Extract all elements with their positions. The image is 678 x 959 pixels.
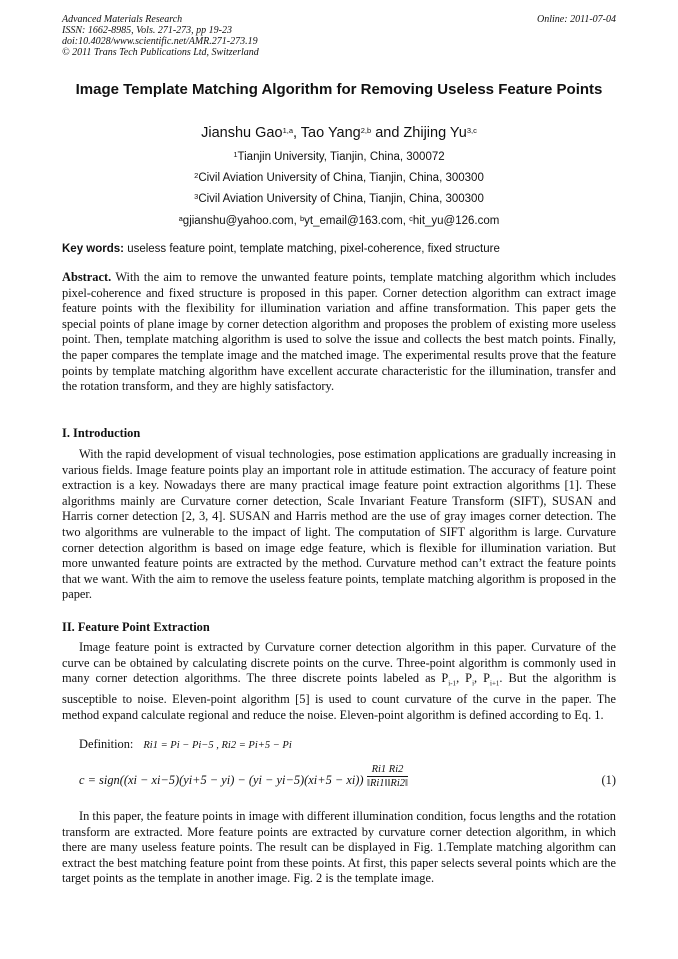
definition-line xyxy=(79,737,292,752)
section-heading-introduction: I. Introduction xyxy=(62,426,141,440)
author-sup: 3,c xyxy=(466,126,477,135)
author-name: Zhijing Yu xyxy=(403,125,467,141)
equation-number: (1) xyxy=(601,773,616,787)
definition-math: Ri1 = Pi − Pi−5 , Ri2 = Pi+5 − Pi xyxy=(143,740,292,751)
email-sup: a xyxy=(178,214,183,223)
email-sup: b xyxy=(299,214,305,223)
online-date: Online: 2011-07-04 xyxy=(537,14,616,25)
aff-text: Tianjin University, Tianjin, China, 300072 xyxy=(237,151,445,163)
paragraph-text-rest: But the algorithm is susceptible to noise. Eleven-point algorithm [5] is used to count curvature of the curve in the paper. The method expand calculate regional and reduce the noise. Eleven-point algorithm is defined according to Eq. 1. xyxy=(62,671,617,722)
affiliation-3 xyxy=(62,192,616,206)
keywords-text: useless feature point, template matching, pixel-coherence, fixed structure xyxy=(124,243,500,255)
author-name: Tao Yang xyxy=(300,125,361,141)
author-name: Jianshu Gao xyxy=(201,125,283,141)
journal-header xyxy=(62,14,616,58)
paragraph-text: Image feature point is extracted by Curvature corner detection algorithm in this paper. Curvature of the curve can be obtained by calculating discrete points on the curve. Three-point algorithm is commonly used in many corner detection algorithms. The three discrete points labeled as P xyxy=(62,640,616,686)
aff-sup: 3 xyxy=(194,192,199,201)
equation-1 xyxy=(79,764,616,804)
equation-fraction xyxy=(367,764,408,789)
aff-text: Civil Aviation University of China, Tianjin, China, 300300 xyxy=(198,172,484,184)
author-sep: , xyxy=(293,125,301,141)
email-text: yt_email@163.com, xyxy=(304,215,410,227)
copyright-line: © 2011 Trans Tech Publications Ltd, Switzerland xyxy=(62,47,259,58)
issn-line: ISSN: 1662-8985, Vols. 271-273, pp 19-23 xyxy=(62,25,232,36)
introduction-paragraph: With the rapid development of visual technologies, pose estimation applications are gradually increasing in various fields. Image feature points play an important role in attitude estimation. The accuracy of feature point extraction is a key. Nowadays there are many practical image feature point extraction algorithms [1]. These algorithms mainly are Curvature corner detection, Scale Invariant Feature Transform (SIFT), SUSAN and Harris corner detection [2, 3, 4]. SUSAN and Harris method are the use of gray images corner detection. The two algorithms are vulnerable to the impact of light. The computation of SIFT algorithm is large. Curvature corner detection algorithm is based on image edge feature, which is flexible for illumination variation. But more unwanted feature points are extracted by the method. Curvature method can’t extract the feature points that we want. With the aim to remove the useless feature points, template matching algorithm is proposed in the paper. xyxy=(62,447,616,602)
paper-title: Image Template Matching Algorithm for Removing Useless Feature Points xyxy=(75,81,603,98)
author-sup: 2,b xyxy=(360,126,372,135)
aff-sup: 1 xyxy=(233,150,238,159)
keywords-label: Key words: xyxy=(62,243,124,255)
affiliation-2 xyxy=(62,171,616,185)
author-emails xyxy=(62,214,616,228)
aff-text: Civil Aviation University of China, Tianjin, China, 300300 xyxy=(198,193,484,205)
email-text: hit_yu@126.com xyxy=(412,215,500,227)
aff-sup: 2 xyxy=(194,171,199,180)
email-sup: c xyxy=(409,214,413,223)
fraction-denominator: ‖Ri1‖‖Ri2‖ xyxy=(367,778,408,789)
author-sup: 1,a xyxy=(282,126,293,135)
results-paragraph: In this paper, the feature points in image with different illumination condition, focus lengths and the rotation transform are extracted. More feature points are extracted by curvature corner detection algorithm, in which there are many useless feature points. The result can be displayed in Fig. 1.Template matching algorithm can extract the best matching feature point from these points. At first, this paper selects several points which are the target points as the template in another image. Fig. 2 is the template image. xyxy=(62,809,616,886)
journal-name: Advanced Materials Research xyxy=(62,14,183,25)
keywords xyxy=(62,242,616,256)
doi-line: doi:10.4028/www.scientific.net/AMR.271-273.19 xyxy=(62,36,258,47)
affiliation-1 xyxy=(62,150,616,164)
definition-label: Definition: xyxy=(79,737,134,751)
email-text: gjianshu@yahoo.com, xyxy=(182,215,300,227)
feature-extraction-paragraph: Image feature point is extracted by Curvature corner detection algorithm in this paper. Curvature of the curve can be obtained by calculating discrete points on the curve. Three-point algorithm is commonly used in many corner detection algorithms. The three discrete points labeled as $P_{i-1}$, $P_i$, $P_{i+1}$. But the algorithm is susceptible to noise. Eleven-point algorithm [5] is used to count curvature of the curve in the paper. The method expand calculate regional and reduce the noise. Eleven-point algorithm is defined according to Eq. 1. xyxy=(62,640,617,722)
fraction-numerator: Ri1 Ri2 xyxy=(367,764,408,777)
abstract-text: With the aim to remove the unwanted feature points, template matching algorithm which includes pixel-coherence and fixed structure is proposed in this paper. Corner detection algorithm can extract image feature points with the flexibility for illumination variation and affine transformation. This paper gets the special points of plane image by corner detection algorithm and proposes the problem of existing more useless point. Then, template matching algorithm is used to solve the issue and collects the best match points. Finally, the paper compares the template image and the matched image. The experimental results prove that the feature points by template matching algorithm have excellent accurate characteristic for the illumination, transfer and the rotation transform, and they are highly satisfactory. xyxy=(62,270,616,394)
author-list xyxy=(62,124,616,142)
equation-body: c = sign((xi − xi−5)(yi+5 − yi) − (yi − yi−5)(xi+5 − xi)) xyxy=(79,773,364,787)
abstract-label: Abstract. xyxy=(62,270,112,284)
abstract xyxy=(62,270,616,395)
author-sep: and xyxy=(371,125,404,141)
section-heading-feature-point-extraction: II. Feature Point Extraction xyxy=(62,620,210,634)
